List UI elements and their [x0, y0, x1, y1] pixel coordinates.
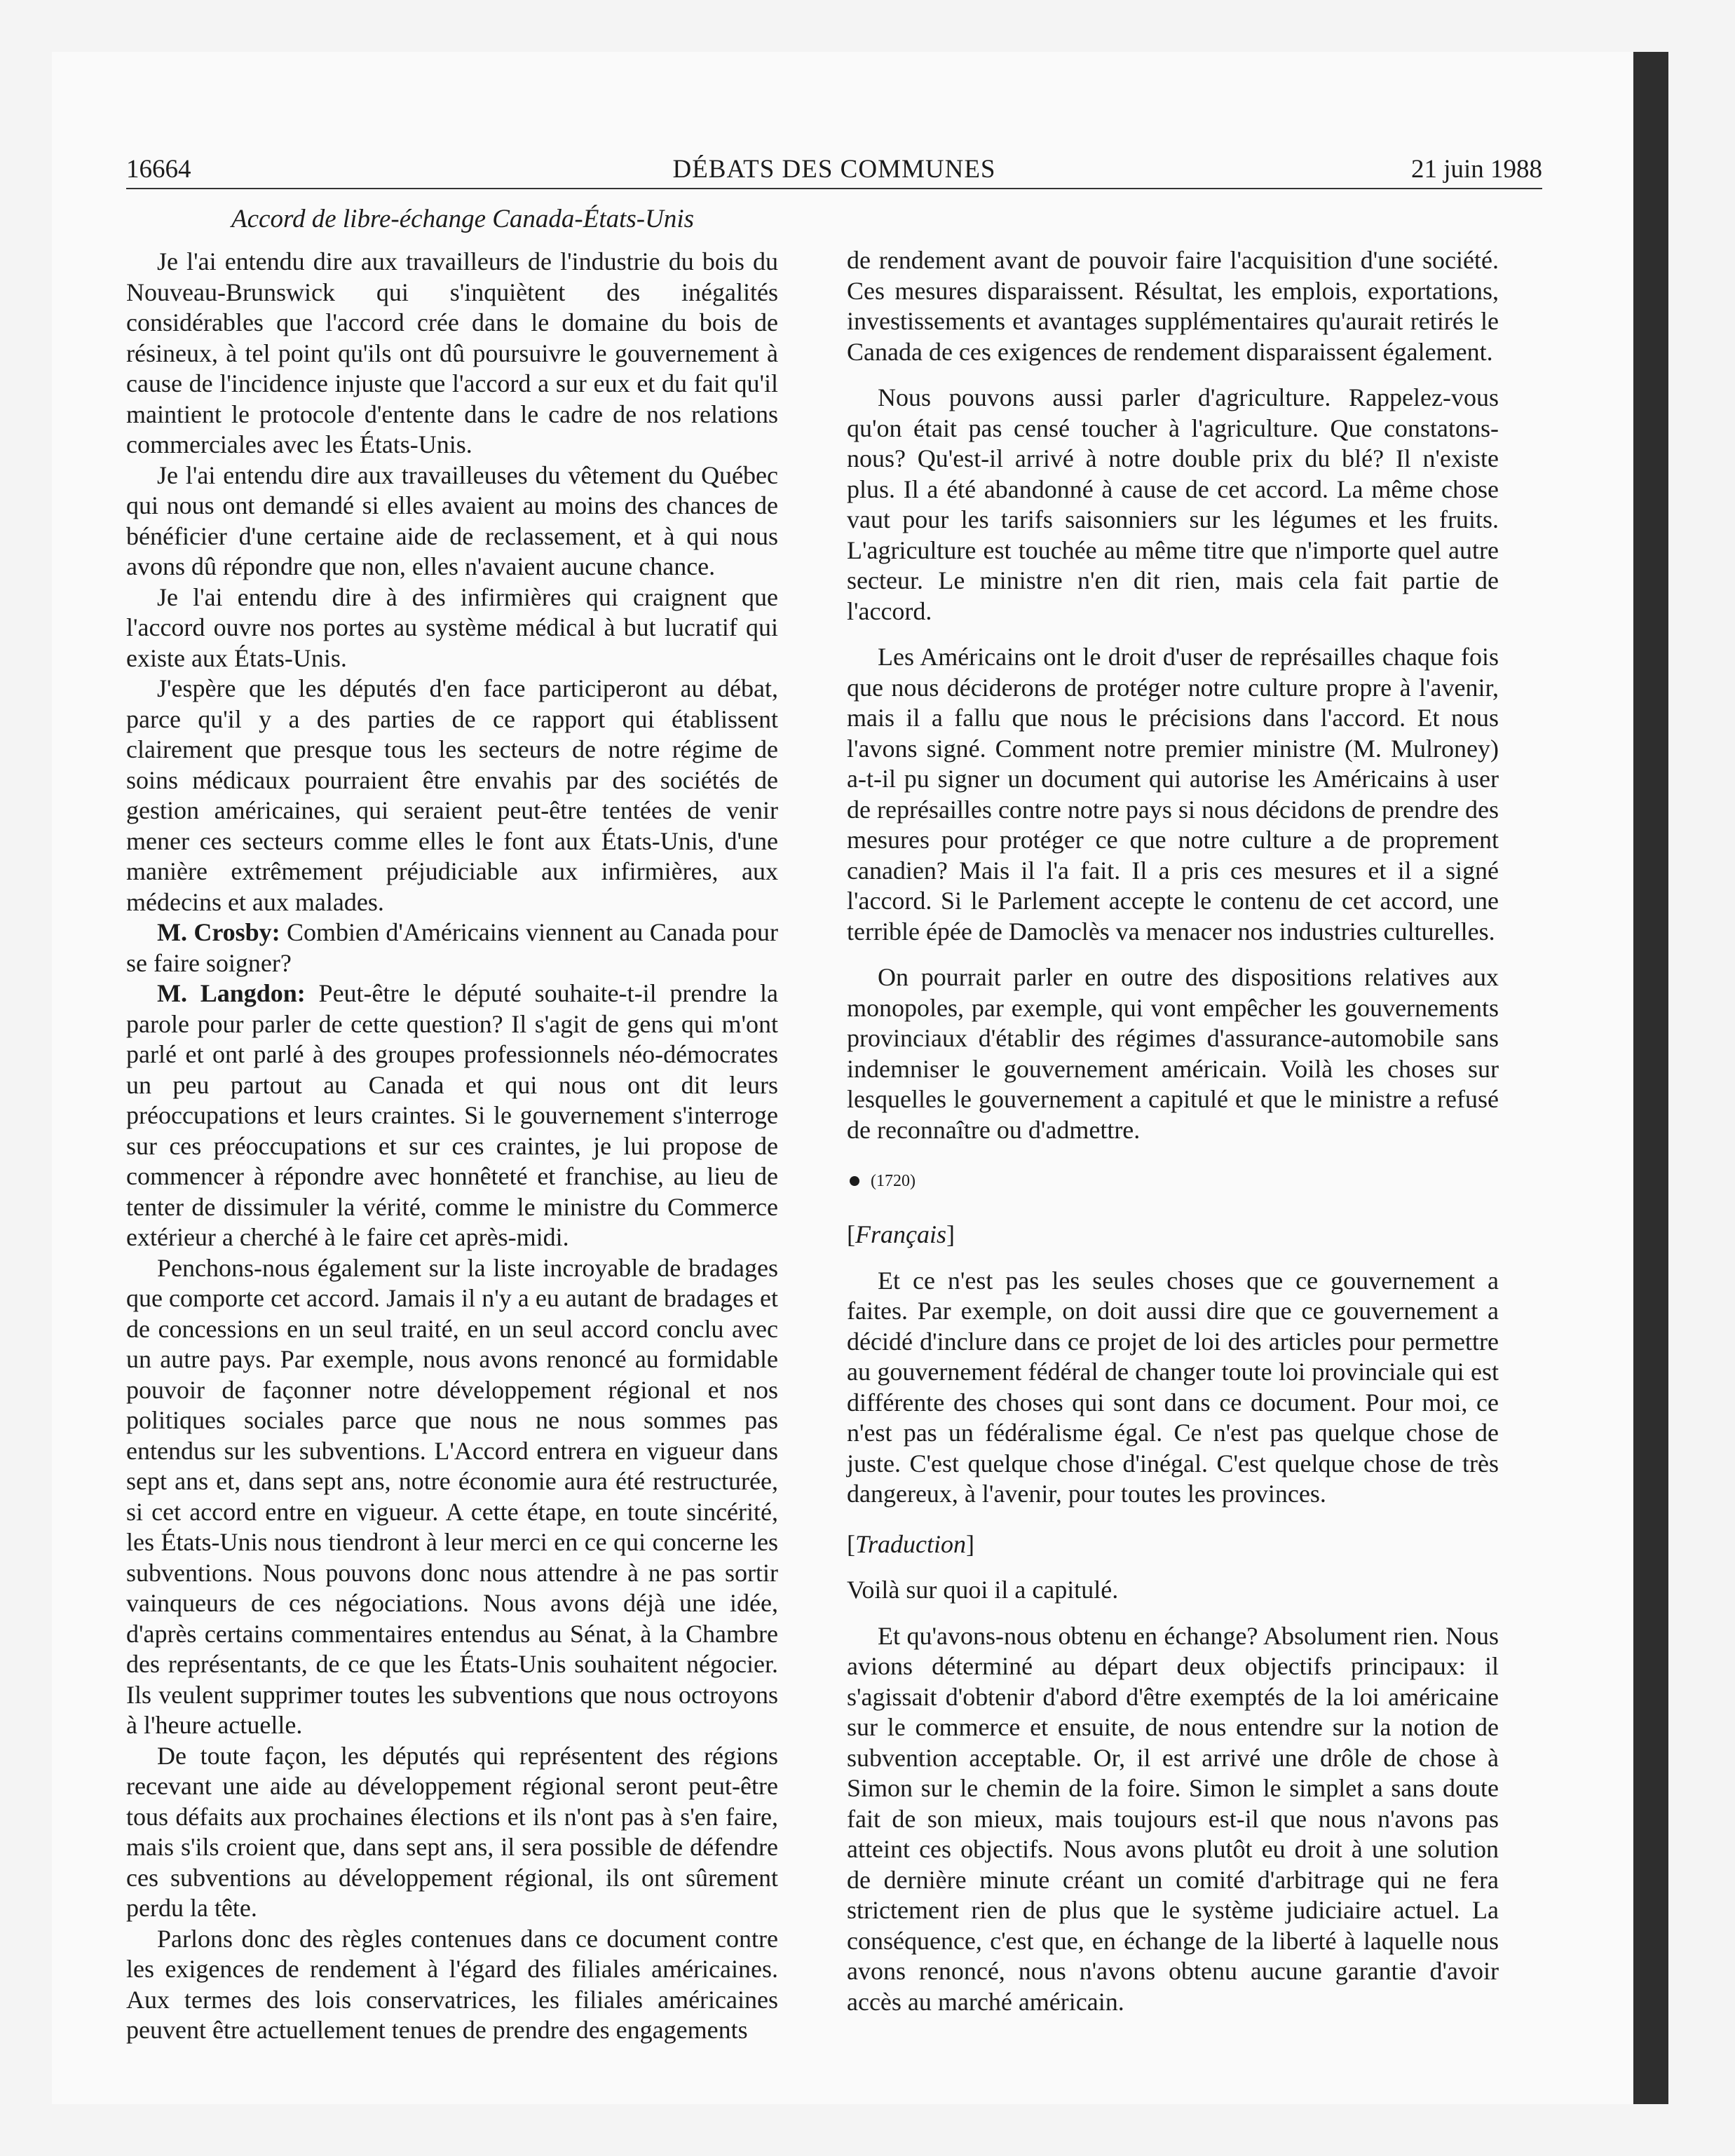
- page-number: 16664: [126, 155, 191, 184]
- paragraph: Et qu'avons-nous obtenu en échange? Absolument rien. Nous avions déterminé au départ deux objectifs principaux: il s'agissait d'obtenir d'abord d'être exemptés de la loi américaine sur le commerce et ensuite, de nous entendre sur la notion de subvention acceptable. Or, il est arrivé une drôle de chose à Simon sur le chemin de la foire. Simon le simplet a sans doute fait de son mieux, mais toujours est-il que nous n'avons pas atteint ces objectifs. Nous avons plutôt eu droit à une solution de dernière minute créant un comité d'arbitrage qui ne fera strictement rien de plus que le système judiciaire actuel. La conséquence, c'est que, en échange de la liberté à laquelle nous avons renoncé, nous n'avons obtenu aucune garantie d'avoir accès au marché américain.: [847, 1621, 1499, 2016]
- paragraph: Et ce n'est pas les seules choses que ce gouvernement a faites. Par exemple, on doit aussi dire que ce gouvernement a décidé d'inclure dans ce projet de loi des articles pour permettre au gouvernement fédéral de changer toute loi provinciale qui est différente des choses qui sont dans ce document. Pour moi, ce n'est pas un fédéralisme égal. Ce n'est pas quelque chose de juste. C'est quelque chose d'inégal. C'est quelque chose de très dangereux, à l'avenir, pour toutes les provinces.: [847, 1266, 1499, 1508]
- language-marker: [Traduction]: [847, 1529, 975, 1558]
- page-date: 21 juin 1988: [1410, 155, 1542, 184]
- bullet-icon: [850, 1176, 859, 1186]
- publication-title: DÉBATS DES COMMUNES: [672, 155, 996, 184]
- paragraph-continued: de rendement avant de pouvoir faire l'acquisition d'une société. Ces mesures disparaissent. Résultat, les emplois, exportations, investissements et avantages supplémentaires qu'aurait retirés le Canada de ces exigences de rendement disparaissent également.: [847, 246, 1499, 366]
- section-heading: Accord de libre-échange Canada-États-Unis: [231, 205, 695, 233]
- language-marker-text: Français: [855, 1220, 946, 1248]
- time-marker-text: (1720): [871, 1172, 916, 1190]
- paragraph: Voilà sur quoi il a capitulé.: [847, 1576, 1119, 1604]
- language-marker-text: Traduction: [855, 1529, 967, 1558]
- speaker-name: M. Crosby:: [157, 918, 280, 946]
- left-column: [126, 247, 778, 2046]
- language-marker: [Français]: [847, 1220, 955, 1248]
- paragraph: Penchons-nous également sur la liste incroyable de bradages que comporte cet accord. Jamais il n'y a eu autant de bradages et de concessions en un seul traité, en un seul accord conclu avec un autre pays. Par exemple, nous avons renoncé au formidable pouvoir de façonner notre développement régional et nos politiques sociales parce que nous ne nous sommes pas entendus sur les subventions. L'Accord entrera en vigueur dans sept ans et, dans sept ans, notre économie aura été restructurée, si cet accord entre en vigueur. A cette étape, en toute sincérité, les États-Unis nous tiendront à leur merci en ce qui concerne les subventions. Nous pouvons donc nous attendre à ne pas sortir vainqueurs de ces négociations. Nous avons déjà une idée, d'après certains commentaires entendus au Sénat, à la Chambre des représentants, de ce que les États-Unis souhaitent négocier. Ils veulent supprimer toutes les subventions que nous octroyons à l'heure actuelle.: [126, 1253, 778, 1739]
- paragraph: Je l'ai entendu dire aux travailleuses du vêtement du Québec qui nous ont demandé si elles avaient au moins des chances de bénéficier d'une certaine aide de reclassement, et à qui nous avons dû répondre que non, elles n'avaient aucune chance.: [126, 460, 778, 580]
- paragraph: Je l'ai entendu dire aux travailleurs de l'industrie du bois du Nouveau-Brunswick qui s'inquiètent des inégalités considérables que l'accord crée dans le domaine du bois de résineux, à tel point qu'ils ont dû poursuivre le gouvernement à cause de l'incidence injuste que l'accord a sur eux et du fait qu'il maintient le protocole d'entente dans le cadre de nos relations commerciales avec les États-Unis.: [126, 247, 778, 458]
- paragraph: De toute façon, les députés qui représentent des régions recevant une aide au développement régional seront peut-être tous défaits aux prochaines élections et ils n'ont pas à s'en faire, mais s'ils croient que, dans sept ans, il sera possible de défendre ces subventions au développement régional, ils ont sûrement perdu la tête.: [126, 1741, 778, 1922]
- paragraph: Nous pouvons aussi parler d'agriculture. Rappelez-vous qu'on était pas censé toucher à l'agriculture. Que constatons-nous? Qu'est-il arrivé à notre double prix du blé? Il n'existe plus. Il a été abandonné à cause de cet accord. La même chose vaut pour les tarifs saisonniers sur les légumes et les fruits. L'agriculture est touchée au même titre que n'importe quel autre secteur. Le ministre n'en dit rien, mais cela fait partie de l'accord.: [847, 383, 1499, 625]
- paragraph: Je l'ai entendu dire à des infirmières qui craignent que l'accord ouvre nos portes au système médical à but lucratif qui existe aux États-Unis.: [126, 582, 778, 672]
- paragraph: Les Américains ont le droit d'user de représailles chaque fois que nous déciderons de protéger notre culture propre à l'avenir, mais il a fallu que nous le précisions dans l'accord. Et nous l'avons signé. Comment notre premier ministre (M. Mulroney) a-t-il pu signer un document qui autorise les Américains à user de représailles contre notre pays si nous décidons de prendre des mesures pour protéger ce que notre culture a de proprement canadien? Mais il l'a fait. Il a pris ces mesures et il a signé l'accord. Si le Parlement accepte le contenu de cet accord, une terrible épée de Damoclès va menacer nos industries culturelles.: [847, 643, 1499, 946]
- time-marker: [847, 1171, 1499, 1192]
- paragraph: On pourrait parler en outre des dispositions relatives aux monopoles, par exemple, qui vont empêcher les gouvernements provinciaux d'établir des régimes d'assurance-automobile sans indemniser le gouvernement américain. Voilà les choses sur lesquelles le gouvernement a capitulé et que le ministre a refusé de reconnaître ou d'admettre.: [847, 963, 1499, 1144]
- speaker-name: M. Langdon:: [157, 979, 306, 1007]
- page-header: [126, 156, 1542, 189]
- speech-text: Peut-être le député souhaite-t-il prendre la parole pour parler de cette question? Il s'agit de gens qui m'ont parlé et ont parlé à des groupes professionnels néo-démocrates un peu partout au Canada et qui nous ont dit leurs préoccupations et leurs craintes. Si le gouvernement s'interroge sur ces préoccupations et sur ces craintes, je lui propose de commencer à répondre avec honnêteté et franchise, au lieu de tenter de dissimuler la vérité, comme le ministre du Commerce extérieur a cherché à le faire cet après-midi.: [126, 979, 779, 1251]
- paragraph: J'espère que les députés d'en face participeront au débat, parce qu'il y a des parties de ce rapport qui établissent clairement que presque tous les secteurs de notre régime de soins médicaux pourraient être envahis par des sociétés de gestion américaines, qui seraient peut-être tentées de venir mener ces secteurs comme elles le font aux États-Unis, d'une manière extrêmement préjudiciable aux infirmières, aux médecins et aux malades.: [126, 674, 778, 916]
- paragraph: Parlons donc des règles contenues dans ce document contre les exigences de rendement à l'égard des filiales américaines. Aux termes des lois conservatrices, les filiales américaines peuvent être actuellement tenues de prendre des engagements: [126, 1924, 778, 2044]
- speech-paragraph: [126, 978, 778, 1253]
- speech-paragraph: [126, 917, 778, 978]
- right-column: [847, 245, 1499, 2017]
- scan-edge-bar: [1633, 52, 1668, 2104]
- speech-text: Combien d'Américains viennent au Canada pour se faire soigner?: [126, 918, 779, 977]
